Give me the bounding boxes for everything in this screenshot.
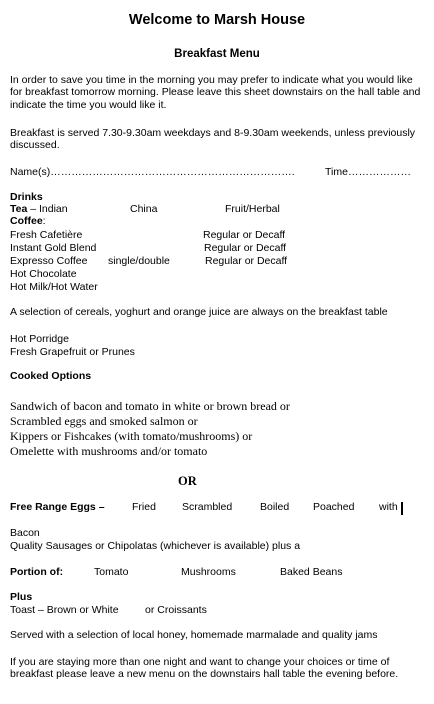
coffee-option: Regular or Decaff: [205, 255, 288, 267]
portion-option: Tomato: [94, 566, 129, 578]
croissants-option: or Croissants: [145, 604, 207, 616]
tea-row: [10, 203, 68, 215]
page-title: Welcome to Marsh House: [128, 12, 306, 28]
or-divider: OR: [178, 474, 197, 488]
cooked-option-line: Omelette with mushrooms and/or tomato: [10, 444, 208, 458]
drinks-heading: Drinks: [10, 191, 43, 203]
served-with-note: Served with a selection of local honey, homemade marmalade and quality jams: [10, 629, 378, 641]
tea-indian: – Indian: [27, 203, 68, 215]
toast-option: Toast – Brown or White: [10, 604, 119, 616]
tea-label: Tea: [10, 203, 28, 215]
closing-paragraph: If you are staying more than one night and want to change your choices or time of breakfast please leave a new menu on the downstairs hall table the evening before.: [10, 656, 399, 681]
cooked-options-heading: Cooked Options: [10, 370, 92, 382]
tea-china: China: [130, 203, 158, 215]
hot-chocolate: Hot Chocolate: [10, 268, 77, 280]
coffee-heading: Coffee:: [10, 215, 46, 227]
hours-paragraph: Breakfast is served 7.30-9.30am weekdays and 8-9.30am weekends, unless previously discussed.: [10, 127, 416, 152]
cereals-note: A selection of cereals, yoghurt and orange juice are always on the breakfast table: [10, 306, 388, 318]
sausages-line: Quality Sausages or Chipolatas (whichever is available) plus a: [10, 540, 301, 552]
portion-label: Portion of:: [10, 566, 64, 578]
egg-option: Scrambled: [182, 501, 233, 513]
coffee-item: Instant Gold Blend: [10, 242, 97, 254]
cooked-option-line: Sandwich of bacon and tomato in white or brown bread or: [10, 399, 290, 413]
portion-option: Mushrooms: [181, 566, 236, 578]
text-cursor: [401, 502, 403, 515]
tea-fruit-herbal: Fruit/Herbal: [225, 203, 280, 215]
egg-option: Boiled: [260, 501, 290, 513]
cooked-option-line: Scrambled eggs and smoked salmon or: [10, 414, 198, 428]
coffee-option: Regular or Decaff: [204, 242, 287, 254]
egg-option: Poached: [313, 501, 355, 513]
coffee-size-note: single/double: [108, 255, 170, 267]
coffee-option: Regular or Decaff: [203, 229, 286, 241]
names-field[interactable]: Name(s)…………………………………………………………….: [10, 166, 295, 178]
bacon-line: Bacon: [10, 527, 40, 539]
coffee-item: Expresso Coffee: [10, 255, 88, 267]
egg-option: with: [379, 501, 398, 513]
time-field[interactable]: Time………………: [325, 166, 411, 178]
intro-paragraph: In order to save you time in the morning you may prefer to indicate what you would like for breakfast tomorrow morning. Please leave this sheet downstairs on the hall table and indicate the time you would like it.: [10, 74, 421, 111]
portion-option: Baked Beans: [280, 566, 343, 578]
menu-subtitle: Breakfast Menu: [174, 48, 260, 60]
free-range-eggs-label: Free Range Eggs –: [10, 501, 105, 513]
egg-option: Fried: [132, 501, 156, 513]
hot-porridge: Hot Porridge: [10, 333, 69, 345]
plus-heading: Plus: [10, 591, 33, 603]
coffee-item: Fresh Cafetière: [10, 229, 83, 241]
hot-milk-water: Hot Milk/Hot Water: [10, 281, 98, 293]
cooked-option-line: Kippers or Fishcakes (with tomato/mushrooms) or: [10, 429, 253, 443]
grapefruit-prunes: Fresh Grapefruit or Prunes: [10, 346, 135, 358]
